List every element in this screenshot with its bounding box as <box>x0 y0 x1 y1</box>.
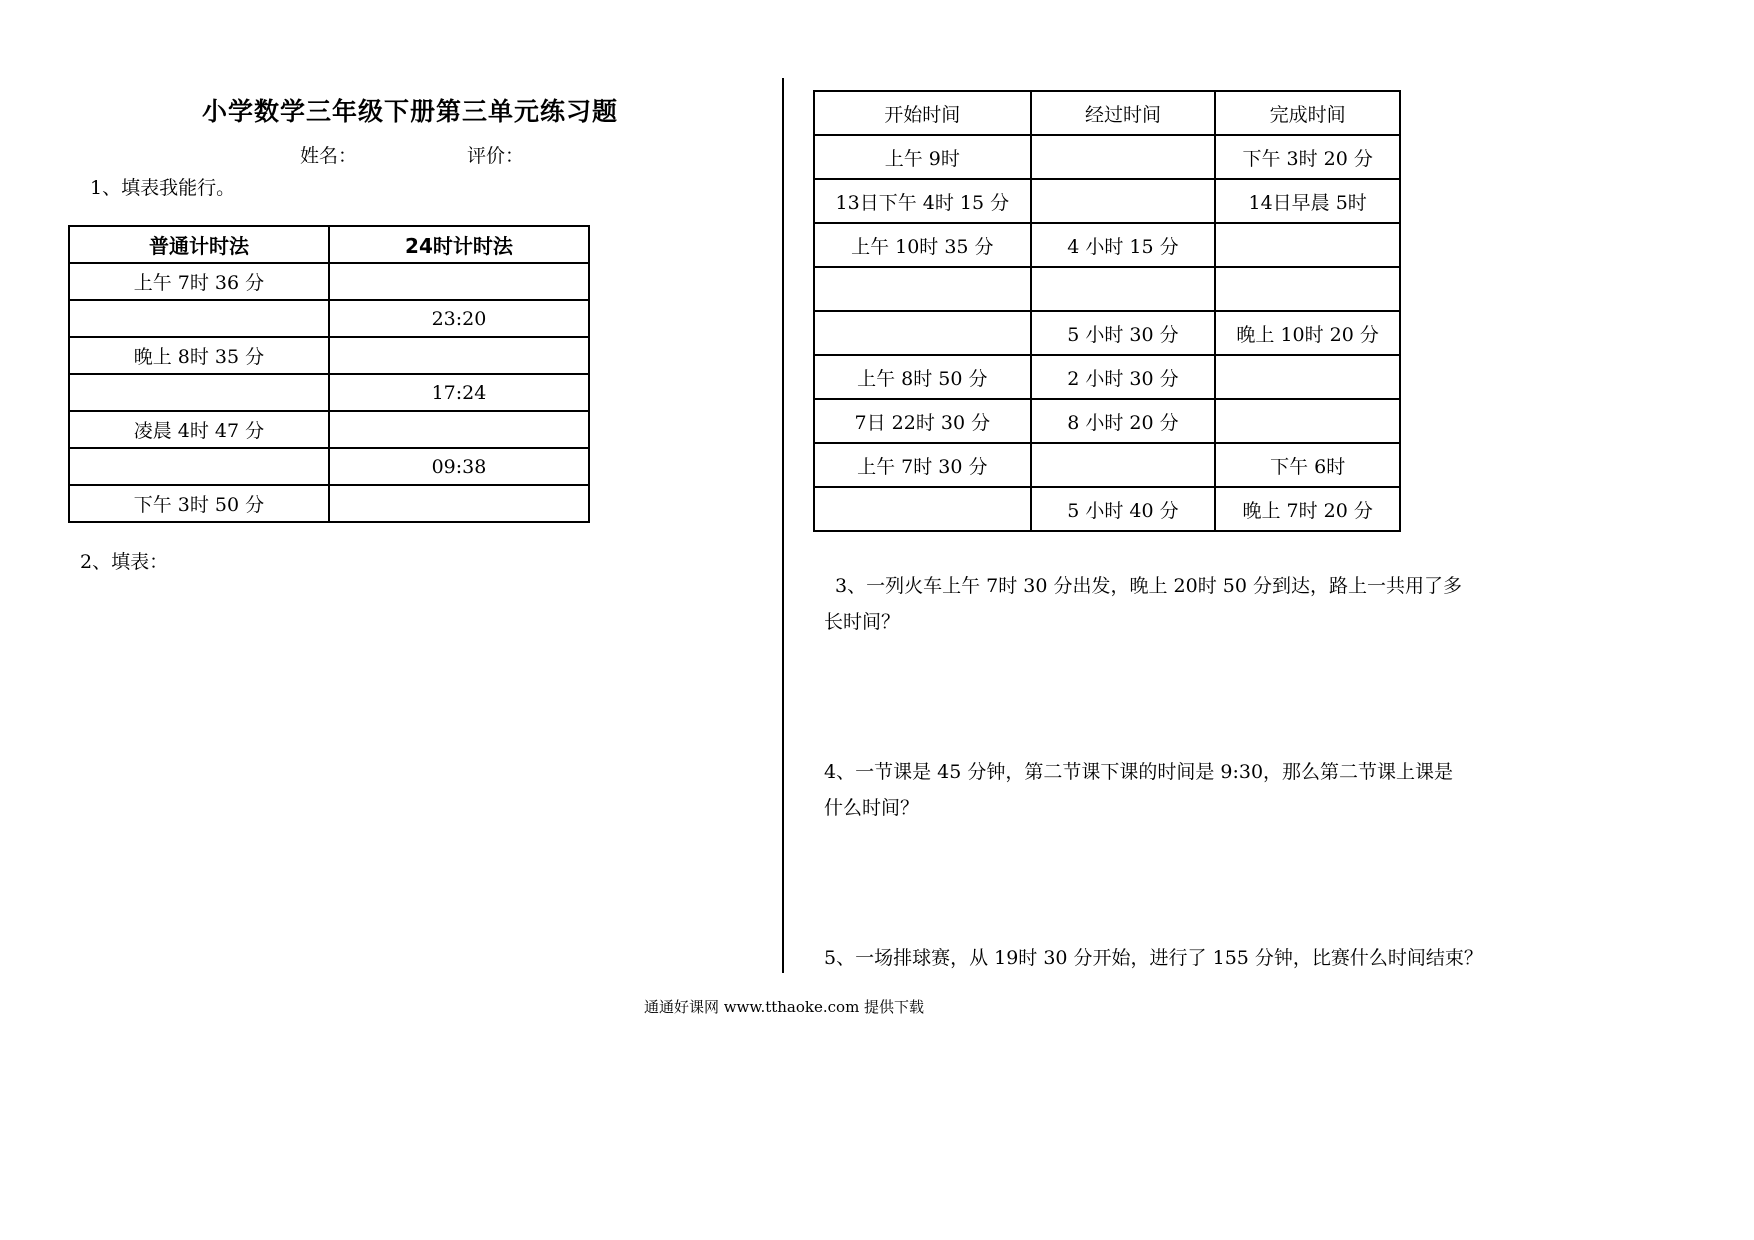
question-2: 2、填表： <box>80 551 169 573</box>
question-5: 5、一场排球赛，从 19时 30 分开始，进行了 155 分钟，比赛什么时间结束？ <box>824 947 1483 969</box>
table-cell: 凌晨 4时 47 分 <box>69 411 329 448</box>
question-1: 1、填表我能行。 <box>90 177 236 199</box>
question-3-line-1: 3、一列火车上午 7时 30 分出发，晚上 20时 50 分到达，路上一共用了多 <box>835 575 1462 597</box>
table-row <box>814 267 1400 311</box>
table-row <box>69 448 589 485</box>
table-cell <box>1031 267 1216 311</box>
table-cell <box>1215 355 1400 399</box>
table-cell <box>69 374 329 411</box>
table-row <box>69 300 589 337</box>
table-cell: 13日下午 4时 15 分 <box>814 179 1031 223</box>
question-3-line-2: 长时间？ <box>824 611 901 633</box>
table-row <box>814 179 1400 223</box>
table-header-row <box>814 91 1400 135</box>
page-title: 小学数学三年级下册第三单元练习题 <box>201 97 618 126</box>
table-row <box>69 411 589 448</box>
table-row <box>814 223 1400 267</box>
table-header-row <box>69 226 589 263</box>
table-row <box>814 487 1400 531</box>
table-cell <box>329 263 589 300</box>
table-cell: 23:20 <box>329 300 589 337</box>
table-cell: 晚上 7时 20 分 <box>1215 487 1400 531</box>
table-cell: 4 小时 15 分 <box>1031 223 1216 267</box>
table-row <box>814 399 1400 443</box>
header-cell: 24时计时法 <box>329 226 589 263</box>
table-cell <box>1031 179 1216 223</box>
time-conversion-table <box>68 225 590 523</box>
table-cell <box>1031 135 1216 179</box>
table-row <box>814 135 1400 179</box>
table-cell: 17:24 <box>329 374 589 411</box>
table-cell: 5 小时 40 分 <box>1031 487 1216 531</box>
table-cell: 5 小时 30 分 <box>1031 311 1216 355</box>
table-row <box>814 311 1400 355</box>
header-cell: 经过时间 <box>1031 91 1216 135</box>
header-cell: 开始时间 <box>814 91 1031 135</box>
table-cell <box>1215 223 1400 267</box>
table-cell: 下午 3时 20 分 <box>1215 135 1400 179</box>
table-cell: 09:38 <box>329 448 589 485</box>
question-4-line-2: 什么时间？ <box>824 797 920 819</box>
question-4-line-1: 4、一节课是 45 分钟，第二节课下课的时间是 9:30，那么第二节课上课是 <box>824 761 1454 783</box>
table-cell <box>814 311 1031 355</box>
table-cell: 2 小时 30 分 <box>1031 355 1216 399</box>
table-cell: 下午 3时 50 分 <box>69 485 329 522</box>
header-cell: 完成时间 <box>1215 91 1400 135</box>
table-cell: 8 小时 20 分 <box>1031 399 1216 443</box>
table-row <box>814 355 1400 399</box>
table-cell <box>69 300 329 337</box>
name-label: 姓名： <box>300 145 358 167</box>
table-cell: 晚上 8时 35 分 <box>69 337 329 374</box>
table-cell <box>814 267 1031 311</box>
table-cell: 下午 6时 <box>1215 443 1400 487</box>
table-cell <box>1031 443 1216 487</box>
column-divider <box>782 78 784 973</box>
table-row <box>69 337 589 374</box>
table-row <box>69 485 589 522</box>
table-cell <box>814 487 1031 531</box>
table-row <box>69 374 589 411</box>
table-cell: 上午 7时 36 分 <box>69 263 329 300</box>
elapsed-time-table <box>813 90 1401 532</box>
footer-source: 通通好课网 www.tthaoke.com 提供下载 <box>643 998 925 1016</box>
table-cell <box>329 485 589 522</box>
table-row <box>814 443 1400 487</box>
table-cell: 上午 10时 35 分 <box>814 223 1031 267</box>
header-cell: 普通计时法 <box>69 226 329 263</box>
table-cell <box>329 411 589 448</box>
table-cell <box>69 448 329 485</box>
table-cell <box>329 337 589 374</box>
table-cell: 上午 9时 <box>814 135 1031 179</box>
table-row <box>69 263 589 300</box>
table-cell: 7日 22时 30 分 <box>814 399 1031 443</box>
table-cell: 晚上 10时 20 分 <box>1215 311 1400 355</box>
table-cell: 上午 8时 50 分 <box>814 355 1031 399</box>
table-cell: 上午 7时 30 分 <box>814 443 1031 487</box>
grade-label: 评价： <box>467 145 525 167</box>
table-cell <box>1215 267 1400 311</box>
table-cell <box>1215 399 1400 443</box>
table-cell: 14日早晨 5时 <box>1215 179 1400 223</box>
